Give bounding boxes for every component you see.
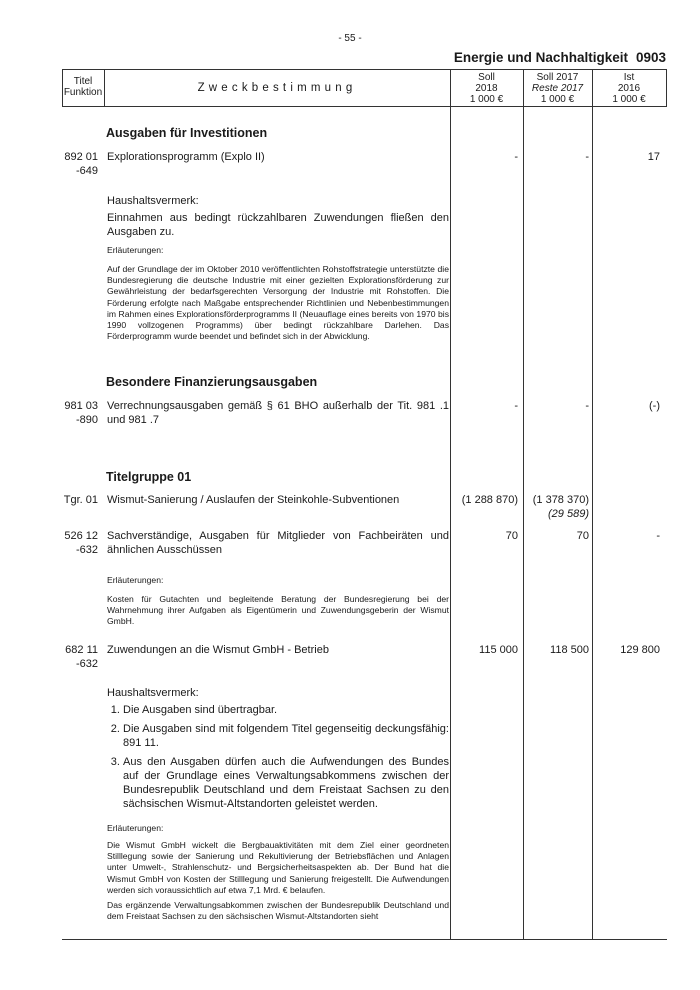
titel-function: -890 <box>75 414 98 426</box>
header-titel-line1: Titel <box>73 76 93 87</box>
titel-number: 682 11 <box>65 644 98 656</box>
header-reste-2017: Reste 2017 <box>531 83 584 94</box>
column-divider-titel <box>104 69 105 107</box>
zweck-892-01: Explorationsprogramm (Explo II) <box>107 151 265 163</box>
erlaeuterungen-label: Erläuterungen: <box>107 823 164 833</box>
header-zweckbestimmung: Zweckbestimmung <box>197 82 357 94</box>
erlaeuterungen-892 <box>107 245 449 342</box>
section-heading-finanzierung: Besondere Finanzierungsausgaben <box>106 375 318 389</box>
header-titel <box>62 76 104 98</box>
titel-number: 526 12 <box>64 530 98 542</box>
erlaeuterungen-text-2: Das ergänzende Verwaltungsabkommen zwischen der Bundesrepublik Deutschland und dem Freistaat Sachsen zu den sächsischen Wismut-Altstandorten sieht <box>107 900 449 922</box>
header-ist-2016 <box>592 72 666 105</box>
value-682-soll2017: 118 500 <box>550 644 589 656</box>
header-soll-2018 <box>450 72 523 105</box>
erlaeuterungen-text-1: Die Wismut GmbH wickelt die Bergbauaktivitäten mit dem Ziel einer geordneten Stilllegung sowie der Sanierung und Rekultivierung der Betriebsflächen und Anlagen unter Umwelt-, Strahlenschutz- und Bergsicherheitsaspekten ab. Der Bund hat die Wismut GmbH von Kosten der Stilllegung und Sanierung freigestellt. Die Aufwendungen werden sich voraussichtlich auf etwa 7,1 Mrd. € belaufen. <box>107 840 449 895</box>
haushaltsvermerk-892 <box>107 194 449 239</box>
value-526-soll2017: 70 <box>576 530 589 542</box>
erlaeuterungen-text: Auf der Grundlage der im Oktober 2010 veröffentlichten Rohstoffstrategie unterstützte die Bundesregierung die deutsche Industrie mit einer gezielten Explorationsförderung zur Gewährleistung der bedarfsgerechten Versorgung der Industrie mit Rohstoffen. Die Förderung erfolgte nach Maßgabe entsprechender Richtlinien und Nebenbestimmungen im Rahmen eines Explorationsförderprogramms II (Neuauflage eines bereits von 1970 bis 1990 vollzogenen Programms) über bedingt rückzahlbare Darlehen. Das Förderprogramm wurde beendet und befindet sich in der Abwicklung. <box>107 264 449 342</box>
value-682-ist2016: 129 800 <box>620 644 660 656</box>
zweck-981-03: Verrechnungsausgaben gemäß § 61 BHO außerhalb der Tit. 981 .1 und 981 .7 <box>107 400 449 426</box>
erlaeuterungen-682 <box>107 823 449 922</box>
value-892-soll2017: - <box>585 151 589 163</box>
header-soll-2017-line1: Soll 2017 <box>536 72 579 83</box>
erlaeuterungen-label: Erläuterungen: <box>107 245 164 255</box>
header-titel-line2: Funktion <box>63 87 103 98</box>
titel-682-11 <box>36 643 98 671</box>
value-526-soll2018: 70 <box>505 530 518 542</box>
value-682-soll2018: 115 000 <box>479 644 518 656</box>
column-divider-soll2017 <box>592 69 593 939</box>
section-heading-investitionen: Ausgaben für Investitionen <box>106 126 268 140</box>
zweck-tgr-01: Wismut-Sanierung / Auslaufen der Steinkohle-Subventionen <box>107 494 400 506</box>
table-right-border <box>666 69 667 107</box>
value-981-soll2018: - <box>514 400 518 412</box>
table-top-rule <box>62 69 667 70</box>
table-bottom-rule <box>62 939 667 940</box>
header-soll-2018-line2: 2018 <box>475 83 498 94</box>
haushaltsvermerk-item: 2. Die Ausgaben sind mit folgendem Titel gegenseitig deckungsfähig: 891 11. <box>123 722 449 750</box>
value-981-soll2017: - <box>585 400 589 412</box>
value-526-ist2016: - <box>656 530 660 542</box>
value-892-ist2016: 17 <box>647 151 660 163</box>
value-892-soll2018: - <box>514 151 518 163</box>
value-tgr-soll2018: (1 288 870) <box>461 494 518 506</box>
haushaltsvermerk-item: 1. Die Ausgaben sind übertragbar. <box>123 703 449 717</box>
titel-tgr-01: Tgr. 01 <box>63 494 98 506</box>
table-header-rule <box>62 106 667 107</box>
column-divider-zweck <box>450 69 451 939</box>
header-soll-2018-line1: Soll <box>478 72 495 83</box>
value-tgr-soll2017 <box>527 493 589 521</box>
value-981-ist2016: (-) <box>649 400 660 412</box>
titel-number: 892 01 <box>64 151 98 163</box>
zweck-682-11: Zuwendungen an die Wismut GmbH - Betrieb <box>107 644 329 656</box>
header-soll-2017-unit: 1 000 € <box>540 94 575 105</box>
header-soll-2018-unit: 1 000 € <box>469 94 504 105</box>
titel-function: -649 <box>75 165 98 177</box>
erlaeuterungen-text: Kosten für Gutachten und begleitende Beratung der Bundesregierung bei der Wahrnehmung ihrer Aufgaben als Eigentümerin und Zuwendungsgeberin der Wismut GmbH. <box>107 594 449 627</box>
erlaeuterungen-526 <box>107 575 449 628</box>
titel-function: -632 <box>75 658 98 670</box>
header-ist-2016-unit: 1 000 € <box>612 94 646 105</box>
value-tgr-reste2017: (29 589) <box>548 508 589 520</box>
page-number: - 55 - <box>338 33 362 44</box>
zweck-526-12: Sachverständige, Ausgaben für Mitglieder von Fachbeiräten und ähnlichen Ausschüssen <box>107 530 449 556</box>
section-heading-titelgruppe: Titelgruppe 01 <box>106 470 192 484</box>
haushaltsvermerk-list <box>107 703 449 811</box>
header-ist-2016-line1: Ist <box>623 72 635 83</box>
chapter-title: Energie und Nachhaltigkeit <box>453 50 628 65</box>
titel-526-12 <box>36 529 98 557</box>
titel-function: -632 <box>75 544 98 556</box>
header-ist-2016-line2: 2016 <box>617 83 641 94</box>
haushaltsvermerk-label: Haushaltsvermerk: <box>107 195 199 207</box>
haushaltsvermerk-label: Haushaltsvermerk: <box>107 687 199 699</box>
haushaltsvermerk-item: 3. Aus den Ausgaben dürfen auch die Aufwendungen des Bundes auf der Grundlage eines Verwaltungsabkommens zwischen der Bundesrepublik Deutschland und dem Freistaat Sachsen zu den sächsischen Wismut-Altstandorten geleistet werden. <box>123 755 449 811</box>
titel-892-01 <box>36 150 98 178</box>
titel-number: 981 03 <box>64 400 98 412</box>
haushaltsvermerk-682 <box>107 686 449 816</box>
titel-981-03 <box>36 399 98 427</box>
value-tgr-soll2017-amount: (1 378 370) <box>532 494 589 506</box>
header-soll-2017 <box>523 72 592 105</box>
chapter-code: 0903 <box>635 50 666 65</box>
column-divider-soll2018 <box>523 69 524 939</box>
chapter-heading <box>454 50 666 65</box>
erlaeuterungen-label: Erläuterungen: <box>107 575 164 585</box>
haushaltsvermerk-text: Einnahmen aus bedingt rückzahlbaren Zuwendungen fließen den Ausgaben zu. <box>107 212 449 238</box>
